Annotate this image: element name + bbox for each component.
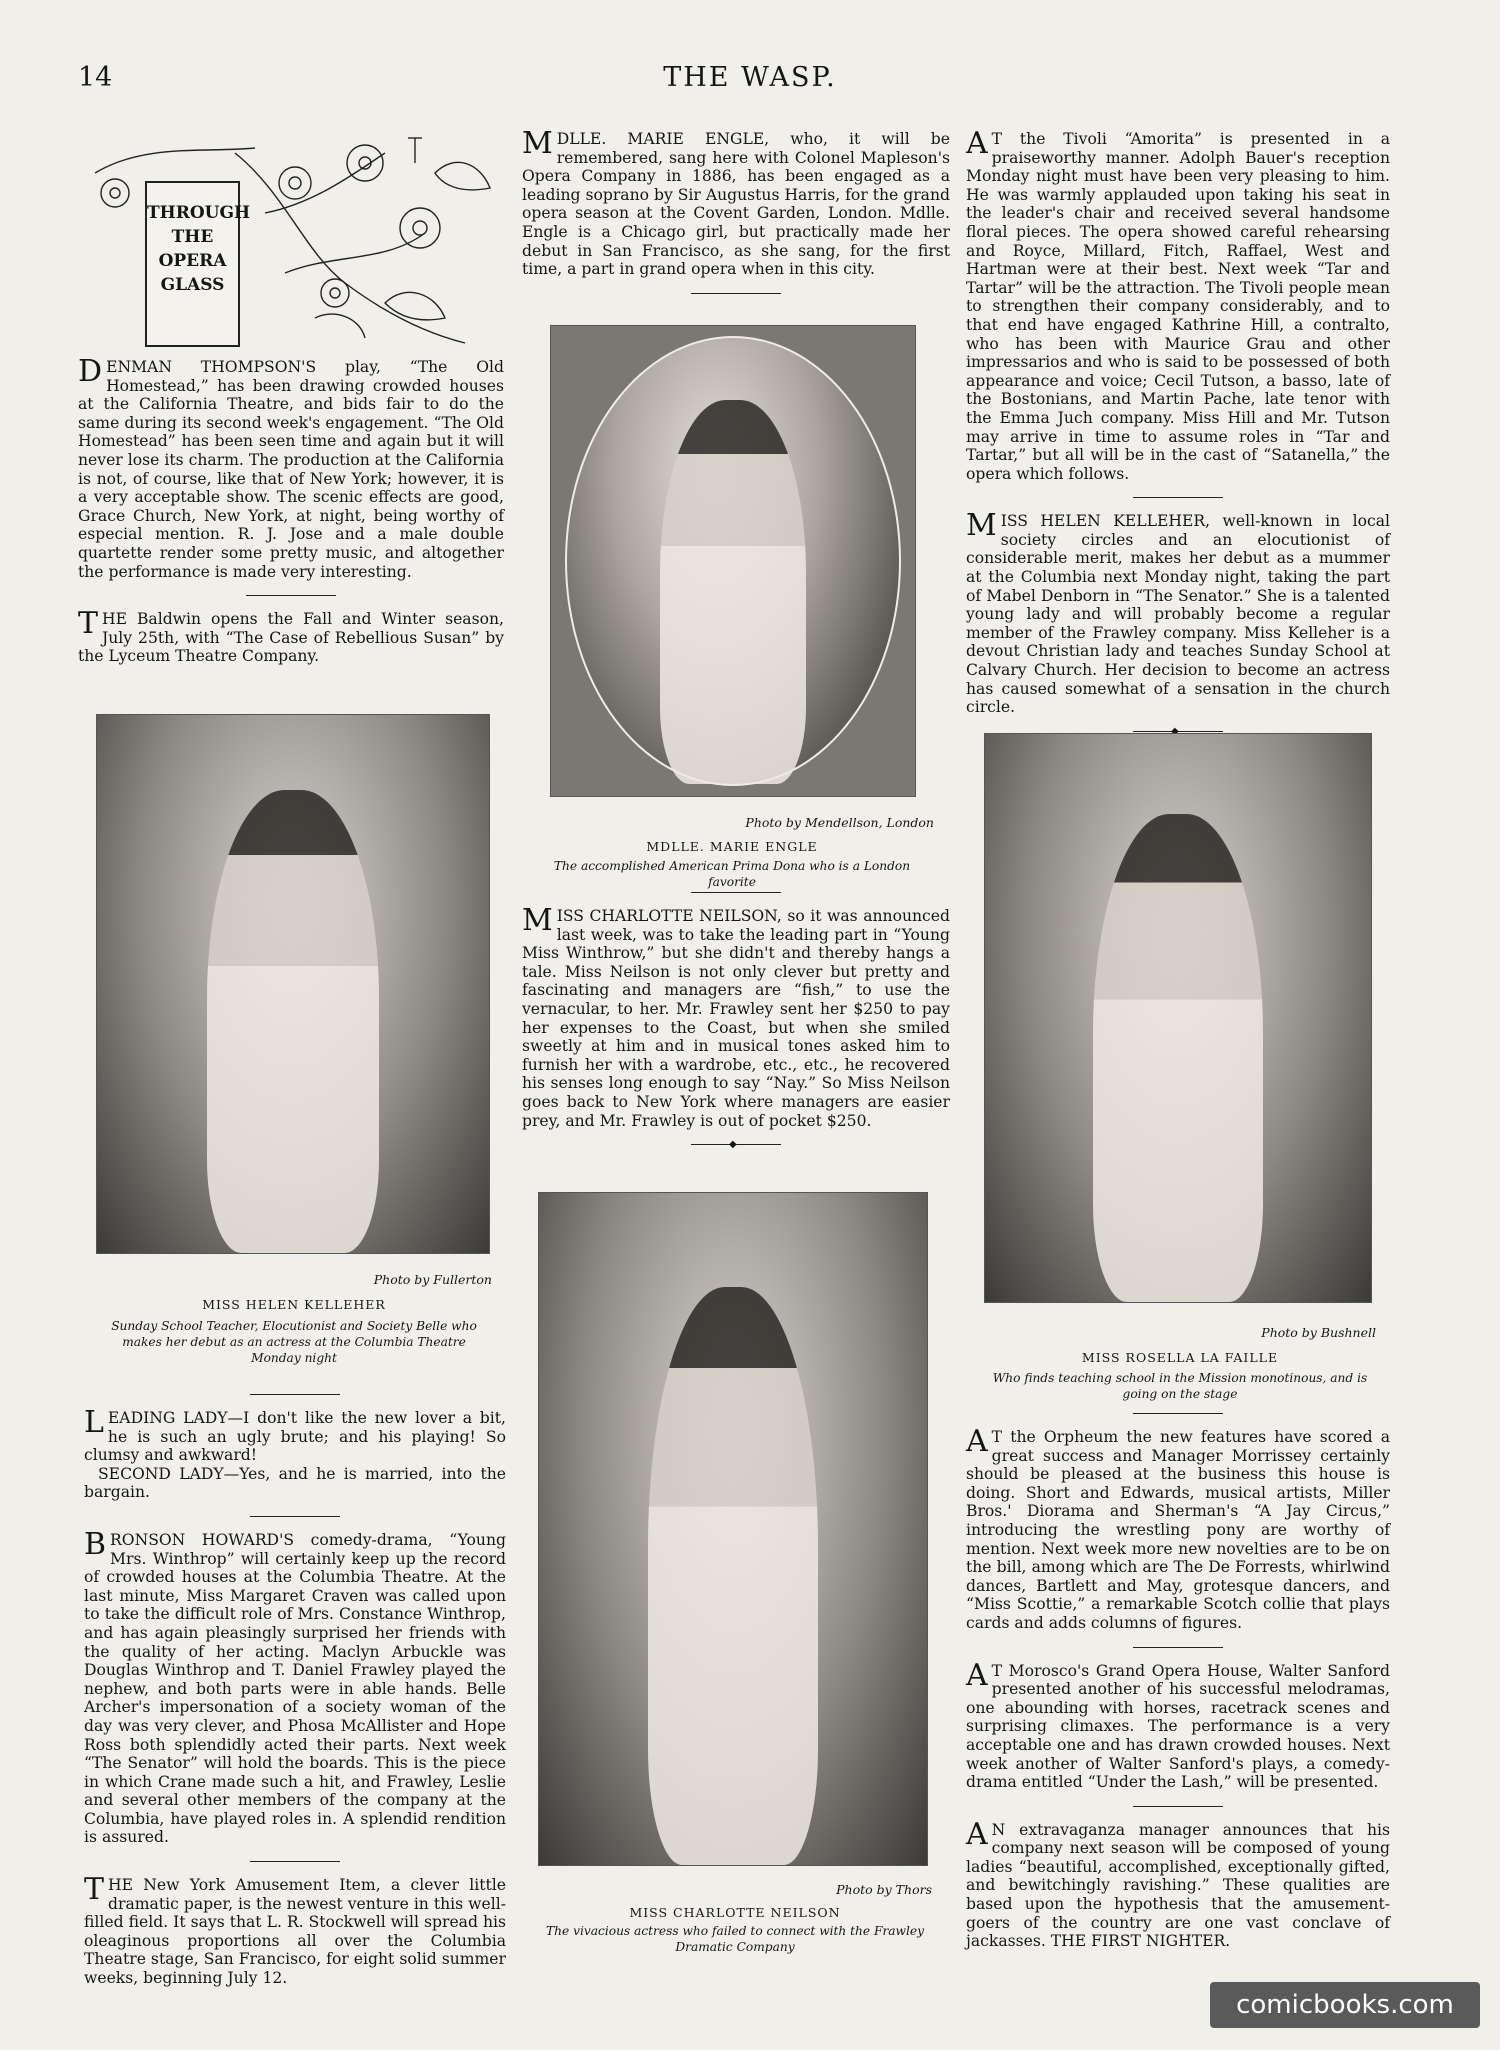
heading-line: THE <box>171 227 214 247</box>
drop-cap: T <box>84 1872 105 1908</box>
portrait-figure <box>207 790 379 1253</box>
column-3-top <box>966 126 1390 746</box>
caption-name: MDLLE. MARIE ENGLE <box>646 839 818 854</box>
page-number: 14 <box>78 62 113 93</box>
article-text: DLLE. MARIE ENGLE, who, it will be remembered, sang here with Colonel Mapleson's Opera Company in 1886, has been engaged as a leading soprano by Sir Augustus Harris, for the grand opera season at the Covent Garden, London. Mdlle. Engle is a Chicago girl, but practically made her debut in San Francisco, as she sang, for the first time, a part in grand opera when in this city. <box>522 130 950 279</box>
oval-portrait <box>565 336 901 786</box>
portrait-figure <box>660 400 806 784</box>
article-baldwin <box>78 606 504 666</box>
article-text: T Morosco's Grand Opera House, Walter Sanford presented another of his successful melodramas, one abounding with horses, racetrack scenes and surprising climaxes. The performance is a very acceptable one and has drawn crowded houses. Next week another of Walter Sanford's plays, a comedy-drama entitled “Under the Lash,” will be presented. <box>966 1661 1390 1792</box>
article-text: HE Baldwin opens the Fall and Winter season, July 25th, with “The Case of Rebellious Susan” by the Lyceum Theatre Company. <box>78 610 504 666</box>
article-text: RONSON HOWARD'S comedy-drama, “Young Mrs. Winthrop” will certainly keep up the record of crowded houses at the Columbia Theatre. At the last minute, Miss Margaret Craven was called upon to take the difficult role of Mrs. Constance Winthrop, and has again pleasingly surprised her friends with the quality of her acting. Maclyn Arbuckle was Douglas Winthrop and T. Daniel Frawley played the nephew, and both parts were in able hands. Belle Archer's impersonation of a society woman of the day was very clever, and Phosa McAllister and Hope Ross both splendidly acted their parts. Next week “The Senator” will hold the boards. This is the piece in which Crane made such a hit, and Frawley, Leslie and several other members of the company at the Columbia, have played roles in. A splendid rendition is assured. <box>84 1530 506 1847</box>
drop-cap: M <box>522 903 553 938</box>
divider <box>246 595 336 596</box>
caption-name: MISS HELEN KELLEHER <box>202 1297 386 1312</box>
caption-name: MISS CHARLOTTE NEILSON <box>629 1905 841 1920</box>
article-helen-kelleher <box>966 508 1390 717</box>
watermark-logo: comicbooks.com <box>1210 1982 1480 2028</box>
drop-cap: L <box>84 1405 104 1440</box>
drop-cap: T <box>78 606 99 642</box>
divider <box>691 293 781 294</box>
heading-plaque <box>145 181 251 347</box>
portrait-figure <box>648 1287 819 1865</box>
caption-name: MISS ROSELLA LA FAILLE <box>1081 1350 1279 1365</box>
article-bronson-howard <box>84 1526 506 1847</box>
masthead-title: THE WASP. <box>663 62 837 93</box>
photo-marie-engle <box>550 325 916 797</box>
article-leading-lady <box>84 1405 506 1465</box>
article-thompson <box>78 354 504 581</box>
ornament-divider <box>1133 731 1223 732</box>
article-second-lady: SECOND LADY—Yes, and he is married, into the bargain. <box>84 1464 506 1502</box>
drop-cap: A <box>966 1657 988 1693</box>
divider <box>250 1516 340 1517</box>
article-text: T the Orpheum the new features have scored a great success and Manager Morrissey certainly should be pleased at the business this house is doing. Short and Edwards, musical artists, Miller Bros.' Diorama and Sherman's “A Jay Circus,” introducing the wrestling pony are worthy of mention. Next week more new novelties are to be on the bill, among which are The De Forrests, whirlwind dances, Bartlett and May, grotesque dancers, and “Miss Scottie,” a remarkable Scotch collie that plays cards and adds columns of figures. <box>966 1428 1390 1632</box>
divider <box>1133 1647 1223 1648</box>
article-extravaganza <box>966 1816 1390 1951</box>
article-text: ISS HELEN KELLEHER, well-known in local society circles and an elocutionist of considerable merit, makes her debut as a mummer at the Columbia next Monday night, taking the part of Mabel Denborn in “The Senator.” She is a talented young lady and will probably become a regular member of the Frawley company. Miss Kelleher is a devout Christian lady and teaches Sunday School at Calvary Church. Her decision to become an actress has caused somewhat of a sensation in the church circle. <box>966 512 1390 717</box>
divider <box>250 1394 340 1395</box>
article-amusement-item <box>84 1872 506 1988</box>
column-2-middle <box>522 892 950 1159</box>
drop-cap: M <box>966 508 997 544</box>
article-marie-engle <box>522 126 950 279</box>
divider <box>1133 497 1223 498</box>
drop-cap: A <box>966 1424 988 1459</box>
article-text: T the Tivoli “Amorita” is presented in a praiseworthy manner. Adolph Bauer's reception Monday night must have been very pleasing to him. He was warmly applauded upon taking his seat in the leader's chair and received several handsome floral pieces. The opera showed careful rehearsing and Royce, Millard, Fitch, Raffael, West and Hartman were at their best. Next week “Tar and Tartar” will be the attraction. The Tivoli people mean to strengthen their company considerably, and to that end have engaged Kathrine Hill, a contralto, who has been with Maurice Grau and other impressarios and who is said to be possessed of both appearance and voice; Cecil Tutson, a basso, late of the Bostonians, and Martin Pache, late tenor with the Emma Juch company. Miss Hill and Mr. Tutson may arrive in time to assume roles in “Tar and Tartar,” but all will be in the cast of “Satanella,” the opera which follows. <box>966 130 1390 483</box>
photo-helen-kelleher <box>96 714 490 1254</box>
photo-credit: Photo by Fullerton <box>373 1272 492 1287</box>
photo-charlotte-neilson <box>538 1192 928 1866</box>
article-text: N extravaganza manager announces that his company next season will be composed of young ladies “beautiful, accomplished, exceptionally gifted, and bewitchingly ravishing.” These qualities are based upon the hypothesis that the amusement-goers of the country are one vast conclave of jackasses. <box>966 1820 1390 1951</box>
article-orpheum <box>966 1424 1390 1633</box>
heading-line: GLASS <box>160 275 225 295</box>
portrait-figure <box>1093 814 1263 1302</box>
divider <box>1133 1806 1223 1807</box>
photo-rosella-la-faille <box>984 733 1372 1303</box>
column-3-bottom <box>966 1413 1390 1951</box>
caption-description: The accomplished American Prima Dona who is a London favorite <box>553 859 911 889</box>
divider <box>1133 1413 1223 1414</box>
article-charlotte-neilson <box>522 903 950 1130</box>
article-text: HE New York Amusement Item, a clever little dramatic paper, is the newest venture in this well-filled field. It says that L. R. Stockwell will spread his oleaginous proportions all over the Columbia Theatre stage, San Francisco, for eight solid summer weeks, beginning July 12. <box>84 1876 506 1988</box>
section-heading-art <box>85 133 505 358</box>
ornament-divider <box>691 1144 781 1145</box>
divider <box>250 1861 340 1862</box>
column-2-top <box>522 126 950 308</box>
heading-line: OPERA <box>158 251 227 271</box>
column-1-top <box>78 354 504 666</box>
caption-description: The vivacious actress who failed to connect with the Frawley Dramatic Company <box>546 1924 924 1954</box>
heading-line: THROUGH <box>147 203 251 223</box>
article-text: EADING LADY—I don't like the new lover a bit, he is such an ugly brute; and his playing! So clumsy and awkward! <box>84 1409 506 1465</box>
drop-cap: A <box>966 126 988 161</box>
photo-credit: Photo by Bushnell <box>1261 1325 1376 1340</box>
drop-cap: B <box>84 1526 107 1562</box>
signature: THE FIRST NIGHTER. <box>1050 1932 1231 1951</box>
drop-cap: D <box>78 354 103 389</box>
photo-credit: Photo by Thors <box>836 1882 932 1897</box>
column-1-bottom <box>84 1394 506 1988</box>
caption-description: Who finds teaching school in the Mission monotinous, and is going on the stage <box>992 1371 1368 1401</box>
article-morosco <box>966 1657 1390 1792</box>
article-tivoli <box>966 126 1390 483</box>
photo-credit: Photo by Mendellson, London <box>745 815 934 830</box>
article-text: ENMAN THOMPSON'S play, “The Old Homestead,” has been drawing crowded houses at the California Theatre, and bids fair to do the same during its second week's engagement. “The Old Homestead” has been seen time and again but it will never lose its charm. The production at the California is not, of course, like that of New York; however, it is a very acceptable show. The scenic effects are good, Grace Church, New York, at night, being worthy of especial mention. R. J. Jose and a male double quartette render some pretty music, and altogether the performance is made very interesting. <box>78 358 504 581</box>
drop-cap: A <box>966 1816 988 1852</box>
caption-description: Sunday School Teacher, Elocutionist and Society Belle who makes her debut as an actress at the Columbia Theatre Monday night <box>111 1319 477 1365</box>
divider <box>691 892 781 893</box>
article-text: ISS CHARLOTTE NEILSON, so it was announced last week, was to take the leading part in “Young Miss Winthrow,” but she didn't and thereby hangs a tale. Miss Neilson is not only clever but pretty and fascinating and managers are “fish,” to use the vernacular, to her. Mr. Frawley sent her $250 to pay her expenses to the Coast, but when she smiled sweetly at him and in musical tones asked him to furnish her with a wardrobe, etc., etc., he recovered his senses long enough to say “Nay.” So Miss Neilson goes back to New York where managers are easier prey, and Mr. Frawley is out of pocket $250. <box>522 907 950 1130</box>
drop-cap: M <box>522 126 553 161</box>
